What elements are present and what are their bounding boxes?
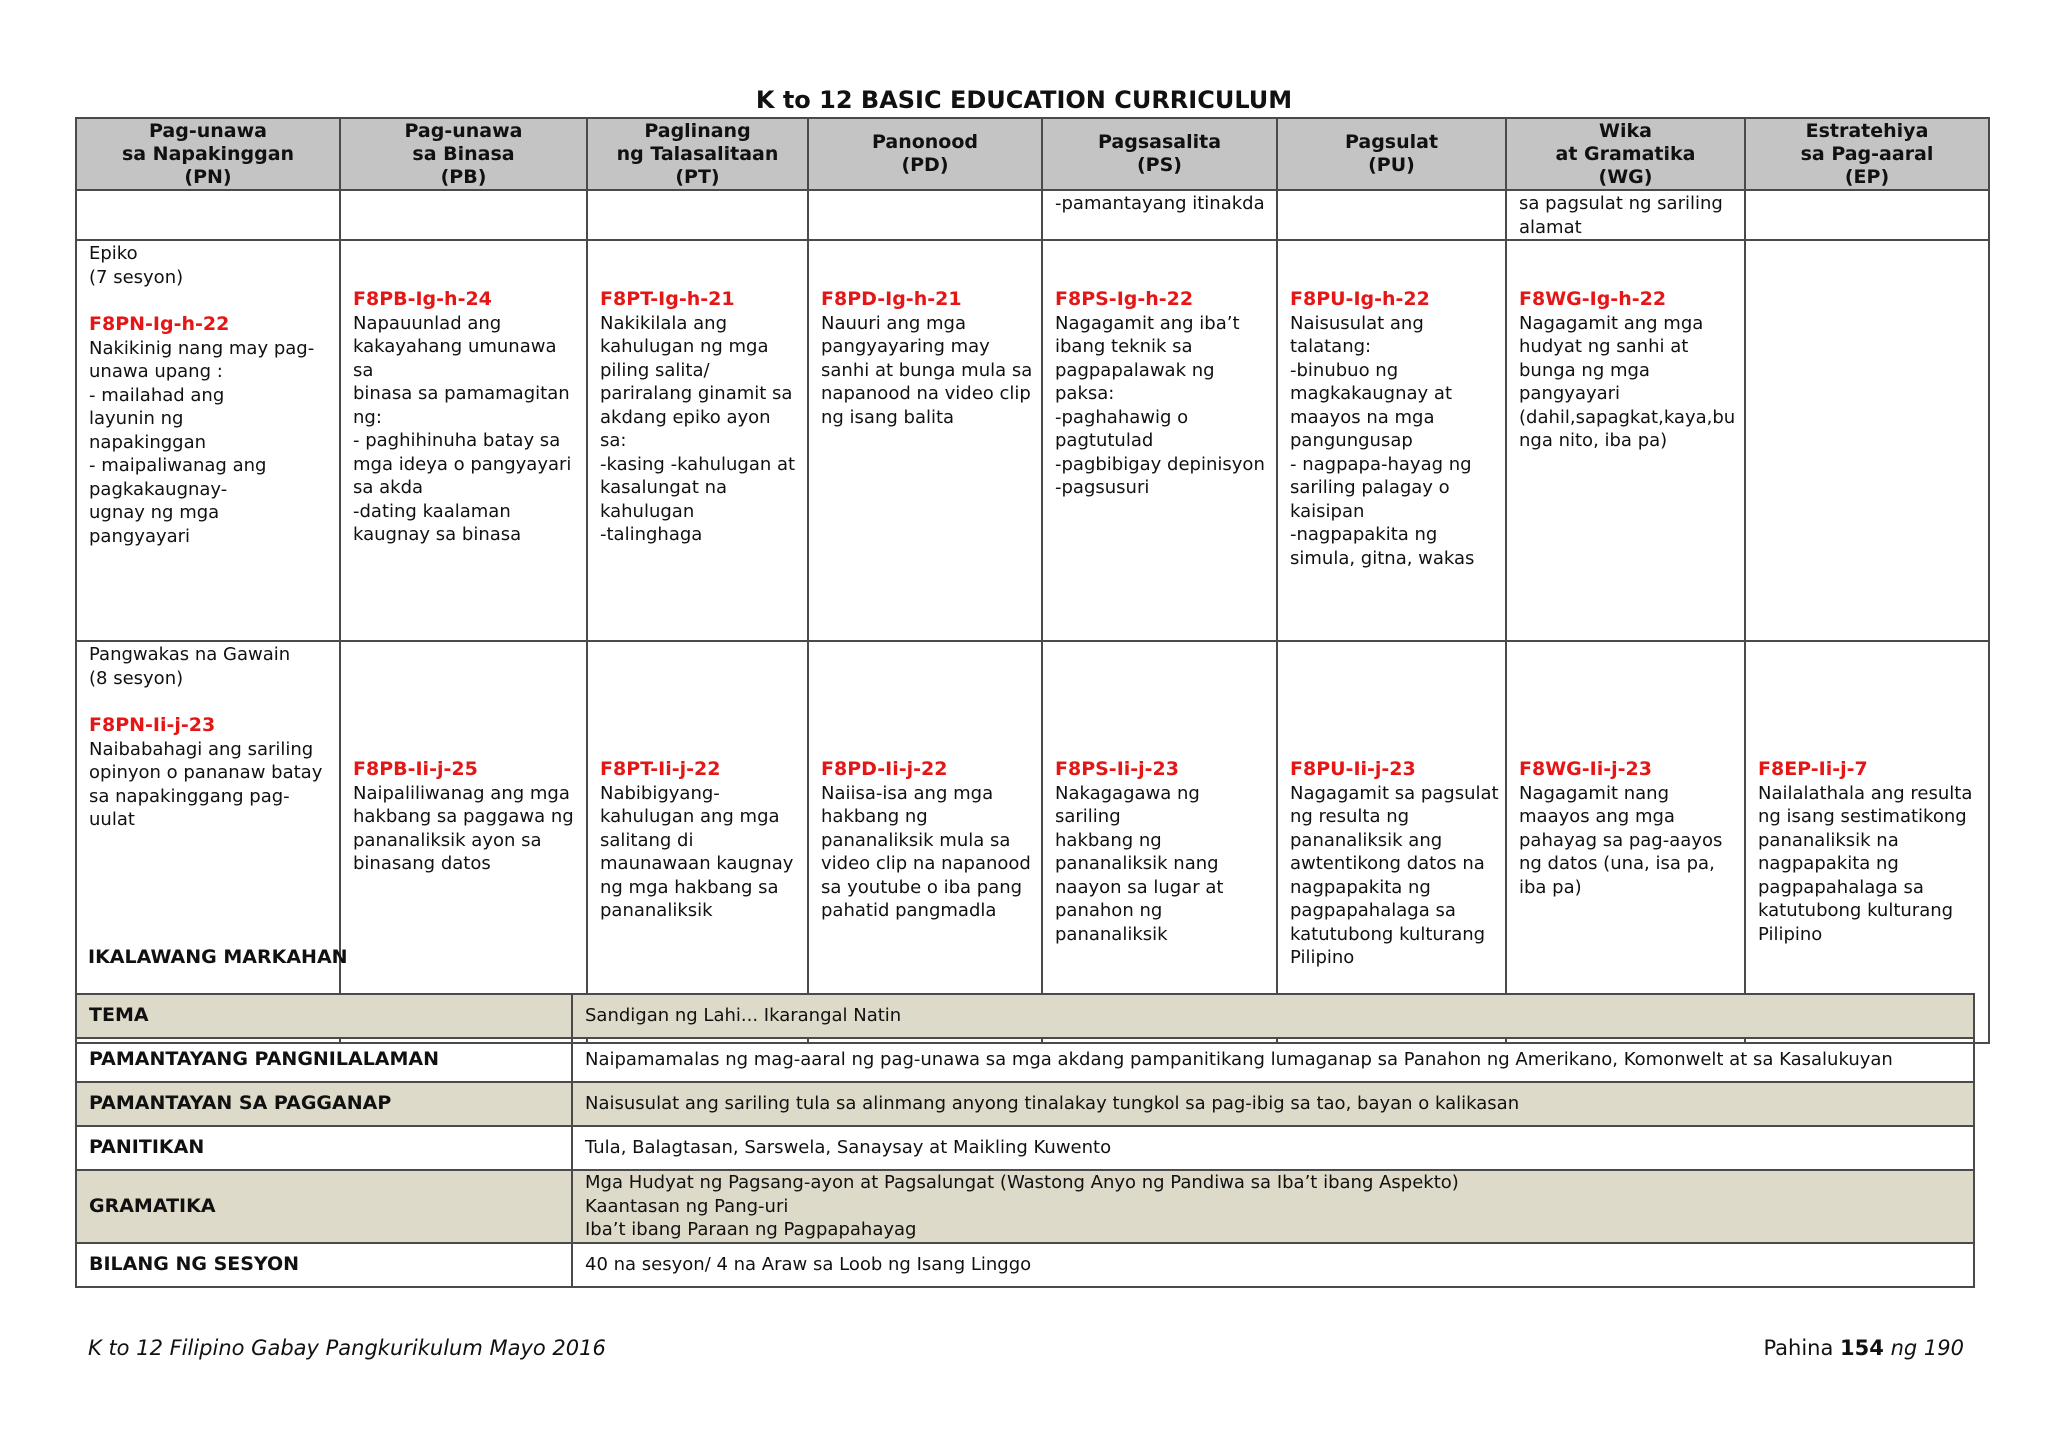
summary-row [76,1170,1974,1243]
curriculum-cell [808,240,1042,641]
curriculum-cell [76,641,340,1043]
competency-text: sa pagsulat ng sariling alamat [1519,193,1723,238]
lesson-label: Pangwakas na Gawain (8 sesyon) [89,644,291,689]
competency-text: -pamantayang itinakda [1055,193,1265,214]
curriculum-cell [1277,240,1506,641]
summary-row [76,1038,1974,1082]
page-of-label: ng [1890,1336,1918,1360]
curriculum-cell [340,240,587,641]
page-total: 190 [1923,1336,1964,1360]
competency-text: Nagagamit nang maayos ang mga pahayag sa pag-aayos ng datos (una, isa pa, iba pa) [1519,782,1723,898]
curriculum-cell [76,240,340,641]
competency-text: Nauuri ang mga pangyayaring may sanhi at bunga mula sa napanood na video clip ng isang balita [821,312,1033,428]
page-title: K to 12 BASIC EDUCATION CURRICULUM [755,86,1293,114]
curriculum-cell [1506,190,1745,240]
curriculum-cell [1506,641,1745,1043]
spacer [89,690,333,714]
competency-code: F8PN-Ii-j-23 [89,714,216,736]
competency-code: F8PD-Ii-j-22 [821,758,948,780]
competency-code: F8PB-Ig-h-24 [353,288,492,310]
column-header-ps: Pagsasalita (PS) [1042,118,1277,190]
spacer [821,736,1035,758]
summary-label: BILANG NG SESYON [76,1243,572,1287]
page-current: 154 [1840,1336,1884,1360]
competency-text: Napauunlad ang kakayahang umunawa sa binasa sa pamamagitan ng: - paghihinuha batay sa mga ideya o pangyayari sa akda -dating kaalaman kaugnay sa binasa [353,312,572,545]
spacer [1290,736,1499,758]
curriculum-cell [340,641,587,1043]
competency-code: F8PD-Ig-h-21 [821,288,962,310]
competency-text: Naiisa-isa ang mga hakbang ng pananaliksik mula sa video clip na napanood sa youtube o iba pang pahatid pangmadla [821,782,1031,921]
competency-code: F8PT-Ii-j-22 [600,758,721,780]
footer-page-number [1763,1336,1964,1360]
curriculum-cell [1745,641,1989,1043]
column-header-pn: Pag-unawa sa Napakinggan (PN) [76,118,340,190]
competency-text: Nakikilala ang kahulugan ng mga piling salita/ pariralang ginamit sa akdang epiko ayon sa: -kasing -kahulugan at kasalungat na kahulugan -talinghaga [600,312,796,545]
curriculum-cell [808,190,1042,240]
spacer [89,289,333,313]
competency-text: Nagagamit ang iba’t ibang teknik sa pagpapalawak ng paksa: -paghahawig o pagtutulad -pagbibigay depinisyon -pagsusuri [1055,312,1265,498]
curriculum-cell [1277,190,1506,240]
curriculum-cell [76,190,340,240]
competency-code: F8PT-Ig-h-21 [600,288,735,310]
competency-text: Naipaliliwanag ang mga hakbang sa paggawa ng pananaliksik ayon sa binasang datos [353,782,574,874]
summary-value: Naipamamalas ng mag-aaral ng pag-unawa sa mga akdang pampanitikang lumaganap sa Panahon ng Amerikano, Komonwelt at sa Kasalukuyan [572,1038,1974,1082]
curriculum-row [76,190,1989,240]
column-header-pd: Panonood (PD) [808,118,1042,190]
competency-text: Nagagamit sa pagsulat ng resulta ng pananaliksik ang awtentikong datos na nagpapakita ng pagpapahalaga sa katutubong kulturang Pilipino [1290,782,1499,968]
column-header-pt: Paglinang ng Talasalitaan (PT) [587,118,808,190]
column-header-pu: Pagsulat (PU) [1277,118,1506,190]
spacer [1055,736,1270,758]
curriculum-cell [1745,190,1989,240]
competency-code: F8EP-Ii-j-7 [1758,758,1868,780]
competency-text: Naibabahagi ang sariling opinyon o pananaw batay sa napakinggang pag-uulat [89,738,323,830]
curriculum-cell [340,190,587,240]
competency-text: Nailalathala ang resulta ng isang sestimatikong pananaliksik na nagpapakita ng pagpapahalaga sa katutubong kulturang Pilipino [1758,782,1973,945]
summary-row [76,1082,1974,1126]
competency-code: F8PU-Ig-h-22 [1290,288,1430,310]
curriculum-row [76,641,1989,1043]
competency-code: F8PN-Ig-h-22 [89,313,230,335]
column-header-wg: Wika at Gramatika (WG) [1506,118,1745,190]
quarter-heading: IKALAWANG MARKAHAN [88,946,348,968]
summary-table [75,993,1975,1288]
competency-text: Nagagamit ang mga hudyat ng sanhi at bunga ng mga pangyayari (dahil,sapagkat,kaya,bu nga nito, iba pa) [1519,312,1736,451]
competency-code: F8WG-Ig-h-22 [1519,288,1667,310]
summary-label: TEMA [76,994,572,1038]
summary-value: Naisusulat ang sariling tula sa alinmang anyong tinalakay tungkol sa pag-ibig sa tao, bayan o kalikasan [572,1082,1974,1126]
summary-row [76,1126,1974,1170]
spacer [1758,736,1982,758]
curriculum-cell [587,641,808,1043]
competency-text: Naisusulat ang talatang: -binubuo ng magkakaugnay at maayos na mga pangungusap - nagpapa-hayag ng sariling palagay o kaisipan -nagpapakita ng simula, gitna, wakas [1290,312,1475,569]
curriculum-cell [1042,641,1277,1043]
summary-label: GRAMATIKA [76,1170,572,1243]
curriculum-cell [587,190,808,240]
competency-text: Nakagagawa ng sariling hakbang ng pananaliksik nang naayon sa lugar at panahon ng pananaliksik [1055,782,1224,945]
spacer [353,736,580,758]
competency-code: F8WG-Ii-j-23 [1519,758,1652,780]
curriculum-cell [587,240,808,641]
column-header-ep: Estratehiya sa Pag-aaral (EP) [1745,118,1989,190]
summary-value: Tula, Balagtasan, Sarswela, Sanaysay at Maikling Kuwento [572,1126,1974,1170]
curriculum-cell [1277,641,1506,1043]
summary-row [76,994,1974,1038]
competency-code: F8PB-Ii-j-25 [353,758,478,780]
curriculum-cell [808,641,1042,1043]
curriculum-cell [1042,240,1277,641]
summary-value: Sandigan ng Lahi... Ikarangal Natin [572,994,1974,1038]
competency-code: F8PS-Ii-j-23 [1055,758,1180,780]
footer-document-title: K to 12 Filipino Gabay Pangkurikulum Mayo 2016 [88,1336,606,1360]
competency-text: Nakikinig nang may pag- unawa upang : - mailahad ang layunin ng napakinggan - maipaliwanag ang pagkakaugnay- ugnay ng mga pangyayari [89,337,315,547]
curriculum-cell [1506,240,1745,641]
summary-value: Mga Hudyat ng Pagsang-ayon at Pagsalungat (Wastong Anyo ng Pandiwa sa Iba’t ibang Aspekto) Kaantasan ng Pang-uri Iba’t ibang Paraan ng Pagpapahayag [572,1170,1974,1243]
summary-row [76,1243,1974,1287]
summary-label: PAMANTAYANG PANGNILALAMAN [76,1038,572,1082]
column-header-pb: Pag-unawa sa Binasa (PB) [340,118,587,190]
summary-value: 40 na sesyon/ 4 na Araw sa Loob ng Isang Linggo [572,1243,1974,1287]
curriculum-cell [1745,240,1989,641]
spacer [600,736,801,758]
competency-code: F8PU-Ii-j-23 [1290,758,1416,780]
curriculum-cell [1042,190,1277,240]
summary-label: PAMANTAYAN SA PAGGANAP [76,1082,572,1126]
lesson-label: Epiko (7 sesyon) [89,243,184,288]
competency-text: Nabibigyang- kahulugan ang mga salitang di maunawaan kaugnay ng mga hakbang sa pananaliksik [600,782,794,921]
curriculum-row [76,240,1989,641]
spacer [1519,736,1738,758]
curriculum-table [75,117,1990,1044]
competency-code: F8PS-Ig-h-22 [1055,288,1194,310]
page-label: Pahina [1763,1336,1834,1360]
header-row [76,118,1989,190]
summary-label: PANITIKAN [76,1126,572,1170]
